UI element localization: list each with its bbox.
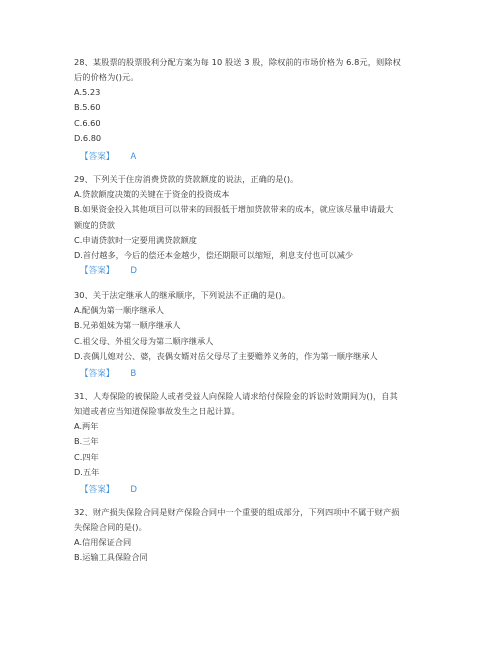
question-text-continued: 失保险合同的是()。 [74, 522, 147, 532]
answer-value: A [130, 152, 137, 162]
answer-value: B [130, 369, 137, 379]
option-c: C.申请贷款时一定要用满贷款额度 [74, 234, 197, 245]
answer-label: 【答案】 [80, 266, 115, 276]
answer-29 [80, 265, 137, 277]
option-d: D.五年 [74, 466, 100, 477]
question-32 [74, 505, 434, 566]
option-a: A.贷款额度决策的关键在于资金的投资成本 [74, 189, 230, 199]
question-text-continued: 后的价格为()元。 [74, 72, 139, 82]
option-a: A.两年 [74, 421, 99, 431]
option-b-continued: 额度的贷款 [74, 219, 115, 230]
option-a: A.5.23 [74, 87, 101, 97]
answer-label: 【答案】 [80, 485, 115, 495]
option-d: D.丧偶儿媳对公、婆，丧偶女婿对岳父母尽了主要赡养义务的，作为第一顺序继承人 [74, 350, 378, 361]
answer-label: 【答案】 [80, 152, 115, 162]
option-c: C.四年 [74, 451, 99, 462]
option-b: B.如果资金投入其他项目可以带来的回报低于增加贷款带来的成本，就应该尽量申请最大 [74, 204, 394, 215]
option-c: C.6.60 [74, 117, 101, 128]
option-b: B.5.60 [74, 102, 101, 113]
answer-value: D [130, 266, 138, 276]
question-29 [74, 172, 434, 263]
question-text: 28、某股票的股票股利分配方案为每 10 股送 3 股，除权前的市场价格为 6.8元，则除权 [74, 57, 401, 67]
option-b: B.兄弟姐妹为第一顺序继承人 [74, 320, 181, 331]
question-31 [74, 389, 434, 480]
option-a: A.信用保证合同 [74, 537, 132, 547]
answer-label: 【答案】 [80, 369, 115, 379]
question-text: 30、关于法定继承人的继承顺序，下列说法不正确的是()。 [74, 290, 291, 300]
question-text-continued: 知道或者应当知道保险事故发生之日起计算。 [74, 406, 240, 416]
option-c: C.祖父母、外祖父母为第二顺序继承人 [74, 335, 214, 346]
option-d: D.6.80 [74, 132, 102, 143]
option-a: A.配偶为第一顺序继承人 [74, 305, 164, 315]
question-text: 31、人寿保险的被保险人或者受益人向保险人请求给付保险金的诉讼时效期间为()，自其 [74, 391, 398, 401]
option-b: B.运输工具保险合同 [74, 552, 148, 563]
question-30 [74, 288, 434, 364]
option-b: B.三年 [74, 436, 99, 447]
answer-28 [80, 151, 136, 163]
option-d: D.首付越多，今后的偿还本金越少，偿还期限可以缩短，利息支付也可以减少 [74, 250, 354, 261]
question-text: 29、下列关于住房消费贷款的贷款额度的说法，正确的是()。 [74, 174, 299, 184]
answer-31 [80, 484, 137, 496]
question-28 [74, 55, 434, 146]
answer-value: D [130, 485, 138, 495]
answer-30 [80, 368, 136, 380]
question-text: 32、财产损失保险合同是财产保险合同中一个重要的组成部分，下列四项中不属于财产损 [74, 507, 400, 517]
